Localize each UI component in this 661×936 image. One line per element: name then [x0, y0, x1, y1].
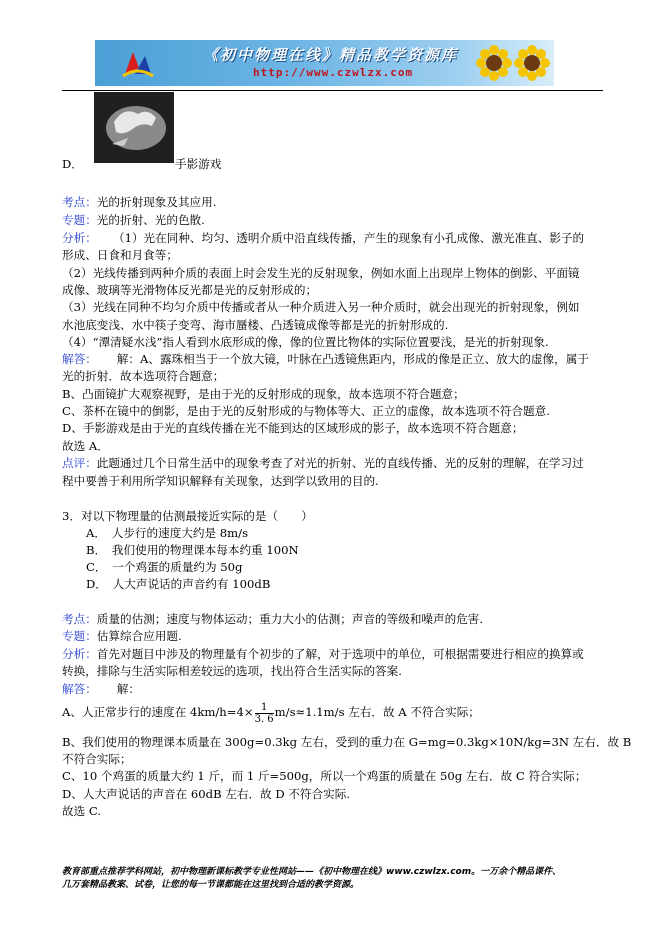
sunflower-icon — [513, 44, 551, 82]
fenxi-line-7: （4）“潭清疑水浅”指人看到水底形成的像，像的位置比物体的实际位置要浅，是光的折射现象. — [62, 335, 549, 349]
q3-stem: 3．对以下物理量的估测最接近实际的是（ ） — [62, 509, 313, 523]
fenxi-line-3: （2）光线传播到两种介质的表面上时会发生光的反射现象，例如水面上出现岸上物体的倒影、平面镜 — [62, 266, 580, 280]
fenxi-line-1 — [62, 230, 584, 246]
dianping-line-1 — [62, 455, 584, 471]
q3-fenxi-text: 首先对题目中涉及的物理量有个初步的了解，对于选项中的单位，可根据需要进行相应的换算或 — [96, 647, 584, 661]
fenxi-label: 分析： — [62, 231, 97, 245]
jieda-line-1 — [62, 351, 589, 367]
footer-line-1: 教育部重点推荐学科网站，初中物理新课标教学专业性网站——《初中物理在线》www.czwlzx.com。一万余个精品课件、 — [62, 867, 562, 877]
jieda-line-3: B、凸面镜扩大观察视野，是由于光的反射形成的现象，故本选项不符合题意； — [62, 387, 465, 401]
fenxi-text: （1）光在同种、均匀、透明介质中沿直线传播，产生的现象有小孔成像、激光准直、影子的 — [118, 231, 585, 245]
zhuanti-text: 光的折射、光的色散. — [96, 213, 205, 227]
q3-answer-a-post: m/s≈1.1m/s 左右．故 A 不符合实际； — [274, 705, 480, 719]
fenxi-line-2: 形成、日食和月食等； — [62, 248, 178, 262]
hand-shadow-image — [94, 92, 174, 163]
q3-answer-b-line-1: B、我们使用的物理课本质量在 300g=0.3kg 左右，受到的重力在 G=mg=0.3kg×10N/kg=3N 左右．故 B — [62, 735, 632, 749]
jieda-line-6: 故选 A． — [62, 439, 109, 453]
q3-option-a: A． 人步行的速度大约是 8m/s — [86, 526, 249, 540]
banner-title: 《初中物理在线》精品教学资源库 — [203, 46, 459, 64]
q3-option-b: B． 我们使用的物理课本每本约重 100N — [86, 543, 299, 557]
q3-answer-d: D、人大声说话的声音在 60dB 左右．故 D 不符合实际. — [62, 787, 350, 801]
q3-jieda-jie: 解： — [116, 682, 140, 696]
q3-answer-a — [62, 701, 480, 725]
jieda-line-4: C、茶杯在镜中的倒影，是由于光的反射形成的与物体等大、正立的虚像，故本选项不符合题意. — [62, 404, 550, 418]
banner-url: http://www.czwlzx.com — [253, 66, 414, 79]
q3-answer-a-pre: A、人正常步行的速度在 4km/h=4× — [62, 705, 254, 719]
fraction-denominator: 3. 6 — [254, 713, 274, 725]
jieda-label: 解答： — [62, 352, 97, 366]
jieda-text: 解：A、露珠相当于一个放大镜，叶脉在凸透镜焦距内，形成的像是正立、放大的虚像，属于 — [116, 352, 589, 366]
q3-kaodian-line — [62, 611, 483, 627]
dianping-line-2: 程中要善于利用所学知识解释有关现象，达到学以致用的目的. — [62, 474, 379, 488]
zhuanti-line — [62, 212, 205, 228]
q3-option-c: C． 一个鸡蛋的质量约为 50g — [86, 560, 243, 574]
q3-kaodian-text: 质量的估测；速度与物体运动；重力大小的估测；声音的等级和噪声的危害. — [96, 612, 484, 626]
footer-line-2: 几万套精品教案、试卷，让您的每一节课都能在这里找到合适的教学资源。 — [62, 880, 360, 890]
q3-zhuanti-line — [62, 628, 182, 644]
q3-choice: 故选 C. — [62, 804, 102, 818]
fenxi-line-6: 水池底变浅、水中筷子变弯、海市蜃楼、凸透镜成像等都是光的折射形成的. — [62, 318, 449, 332]
dianping-text: 此题通过几个日常生活中的现象考查了对光的折射、光的直线传播、光的反射的理解，在学习过 — [96, 456, 584, 470]
site-logo-icon — [121, 46, 155, 80]
q3-kaodian-label: 考点： — [62, 612, 97, 626]
q3-fenxi-line-1 — [62, 646, 584, 662]
kaodian-label: 考点： — [62, 195, 97, 209]
kaodian-line — [62, 194, 216, 210]
kaodian-text: 光的折射现象及其应用. — [96, 195, 217, 209]
jieda-line-2: 光的折射．故本选项符合题意； — [62, 369, 225, 383]
dianping-label: 点评： — [62, 456, 97, 470]
header-banner — [95, 40, 554, 86]
fenxi-line-4: 成像、玻璃等光滑物体反光都是光的反射形成的； — [62, 283, 318, 297]
q3-answer-c: C、10 个鸡蛋的质量大约 1 斤，而 1 斤=500g，所以一个鸡蛋的质量在 50g 左右．故 C 符合实际； — [62, 769, 587, 783]
sunflower-icon — [475, 44, 513, 82]
jieda-line-5: D、手影游戏是由于光的直线传播在光不能到达的区域形成的影子，故本选项不符合题意； — [62, 421, 524, 435]
fraction — [255, 702, 274, 725]
q3-answer-b-line-2: 不符合实际； — [62, 752, 132, 766]
q3-zhuanti-text: 估算综合应用题. — [96, 629, 182, 643]
zhuanti-label: 专题： — [62, 213, 97, 227]
q3-jieda-label: 解答： — [62, 682, 97, 696]
option-d-label: D． — [62, 157, 83, 171]
fraction-numerator: 1 — [255, 702, 274, 714]
q3-jieda-line — [62, 681, 140, 697]
q3-fenxi-line-2: 转换，排除与生活实际相差较远的选项，找出符合生活实际的答案. — [62, 664, 402, 678]
header-rule — [62, 90, 603, 91]
q3-option-d: D． 人大声说话的声音约有 100dB — [86, 577, 271, 591]
option-d-caption: 手影游戏 — [175, 157, 222, 171]
q3-fenxi-label: 分析： — [62, 647, 97, 661]
fenxi-line-5: （3）光线在同种不均匀介质中传播或者从一种介质进入另一种介质时，就会出现光的折射现象，例如 — [62, 300, 580, 314]
hand-shadow-photo — [94, 92, 174, 163]
q3-zhuanti-label: 专题： — [62, 629, 97, 643]
